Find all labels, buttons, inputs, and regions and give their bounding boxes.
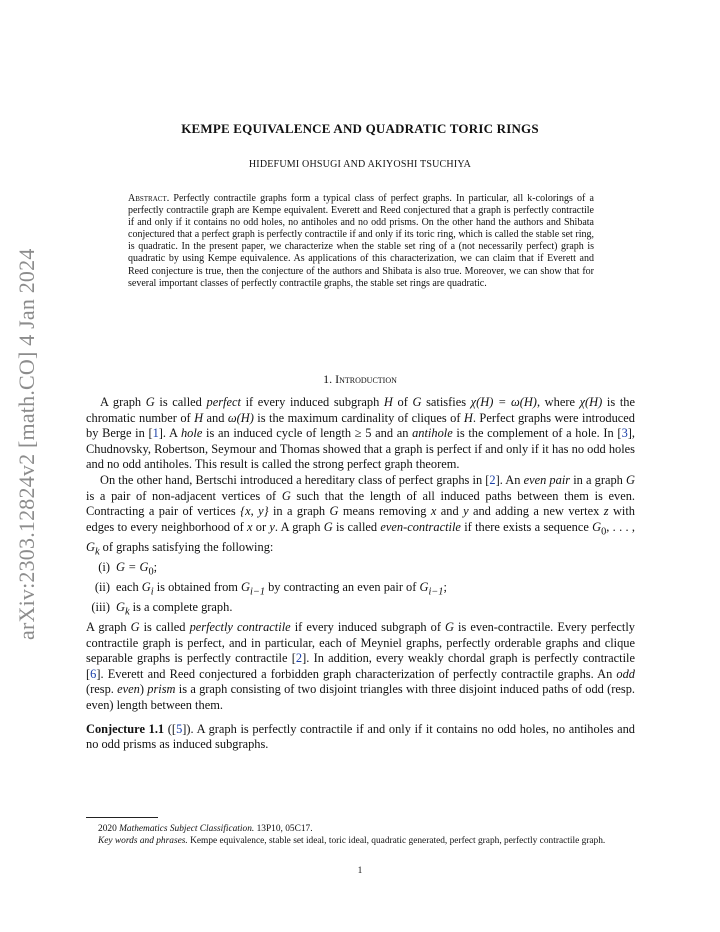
citation-link[interactable]: 2 bbox=[489, 472, 496, 487]
citation-link[interactable]: 3 bbox=[621, 426, 628, 441]
conditions-list bbox=[86, 560, 635, 620]
msc-classification: 2020 Mathematics Subject Classification. 13P10, 05C17. bbox=[98, 824, 313, 834]
list-item: (ii) each $G_i$ is obtained from $G_{i-1}$ by contracting an even pair of $G_{i-1}$; bbox=[94, 579, 447, 598]
body-text bbox=[86, 395, 635, 753]
citation-link[interactable]: 5 bbox=[176, 721, 183, 736]
footnote bbox=[86, 823, 635, 847]
section-title: Introduction bbox=[335, 372, 397, 386]
arxiv-stamp: arXiv:2303.12824v2 [math.CO] 4 Jan 2024 bbox=[14, 248, 39, 640]
conjecture-label: Conjecture 1.1 bbox=[86, 721, 165, 736]
section-number: 1. bbox=[323, 372, 333, 386]
section-heading bbox=[0, 372, 720, 387]
citation-link[interactable]: 2 bbox=[295, 651, 303, 666]
abstract-label: Abstract. bbox=[128, 193, 170, 204]
citation-link[interactable]: 6 bbox=[90, 666, 97, 681]
abstract bbox=[128, 193, 594, 290]
list-item: (iii) $G_k$ is a complete graph. bbox=[91, 600, 233, 618]
citation-link[interactable]: 1 bbox=[152, 426, 159, 441]
paragraph-perfect-graphs: A graph G is called perfect if every induced subgraph H of G satisfies χ(H) = ω(H), where χ(H) is the chromatic number of H and ω(H) is the maximum cardinality of cliques of H. Perfect graphs were introduced by Berge in [1]. A hole is an induced cycle of length ≥ 5 and an antihole is the complement of a hole. In [3], Chudnovsky, Robertson, Seymour and Thomas showed that a graph is perfect if and only if it has no odd holes and no odd antiholes. This result is called the strong perfect graph theorem. bbox=[86, 395, 636, 472]
page-number: 1 bbox=[357, 866, 363, 876]
paragraph-perfectly-contractile: A graph G is called perfectly contractile if every induced subgraph of G is even-contractile. Every perfectly contractile graph is perfect, and in particular, each of Meyniel graphs, perfectly orderable graphs and clique separable graphs is perfectly contractile [2]. In addition, every weakly chordal graph is perfectly contractile [6]. Everett and Reed conjectured a forbidden graph characterization of perfectly contractile graphs. An odd (resp. even) prism is a graph consisting of two disjoint triangles with three disjoint induced paths of odd (resp. even) length between them. bbox=[86, 620, 636, 713]
paragraph-even-pairs: On the other hand, Bertschi introduced a hereditary class of perfect graphs in [2]. An even pair in a graph G is a pair of non-adjacent vertices of G such that the length of all induced paths between them is even. Contracting a pair of vertices {x, y} in a graph G means removing x and y and adding a new vertex z with edges to every neighborhood of x or y. A graph G is called even-contractile if there exists a sequence $G_0$, . . . , $G_k$ of graphs satisfying the following: bbox=[86, 472, 635, 558]
footnote-divider bbox=[86, 817, 158, 818]
conjecture-1-1: Conjecture 1.1 ([5]). A graph is perfectly contractile if and only if it contains no odd holes, no antiholes and no odd prisms as induced subgraphs. bbox=[86, 721, 636, 752]
paper-authors: HIDEFUMI OHSUGI AND AKIYOSHI TSUCHIYA bbox=[248, 159, 472, 170]
keywords: Key words and phrases. Kempe equivalence, stable set ideal, toric ideal, quadratic generated, perfect graph, perfectly contractile graph. bbox=[98, 836, 606, 846]
abstract-text: Perfectly contractile graphs form a typical class of perfect graphs. In particular, all k-colorings of a perfectly contractile graph are Kempe equivalent. Everett and Reed conjectured that a graph is perfectly contractile if and only if it contains no odd holes, no antiholes and no odd prisms. On the other hand the authors and Shibata conjectured that a perfect graph is perfectly contractile if and only if its toric ring, which is called the stable set ring, is quadratic. In the present paper, we characterize when the stable set ring of a (not necessarily perfect) graph is quadratic by using Kempe equivalence. As applications of this characterization, we can claim that if Everett and Reed conjecture is true, then the conjecture of the authors and Shibata is also true. Moreover, we can show that for several important classes of perfectly contractile graphs, the stable set rings are quadratic. bbox=[128, 193, 594, 289]
paper-title: KEMPE EQUIVALENCE AND QUADRATIC TORIC RINGS bbox=[181, 121, 539, 136]
list-item: (i) $G = G_0$; bbox=[98, 559, 158, 578]
